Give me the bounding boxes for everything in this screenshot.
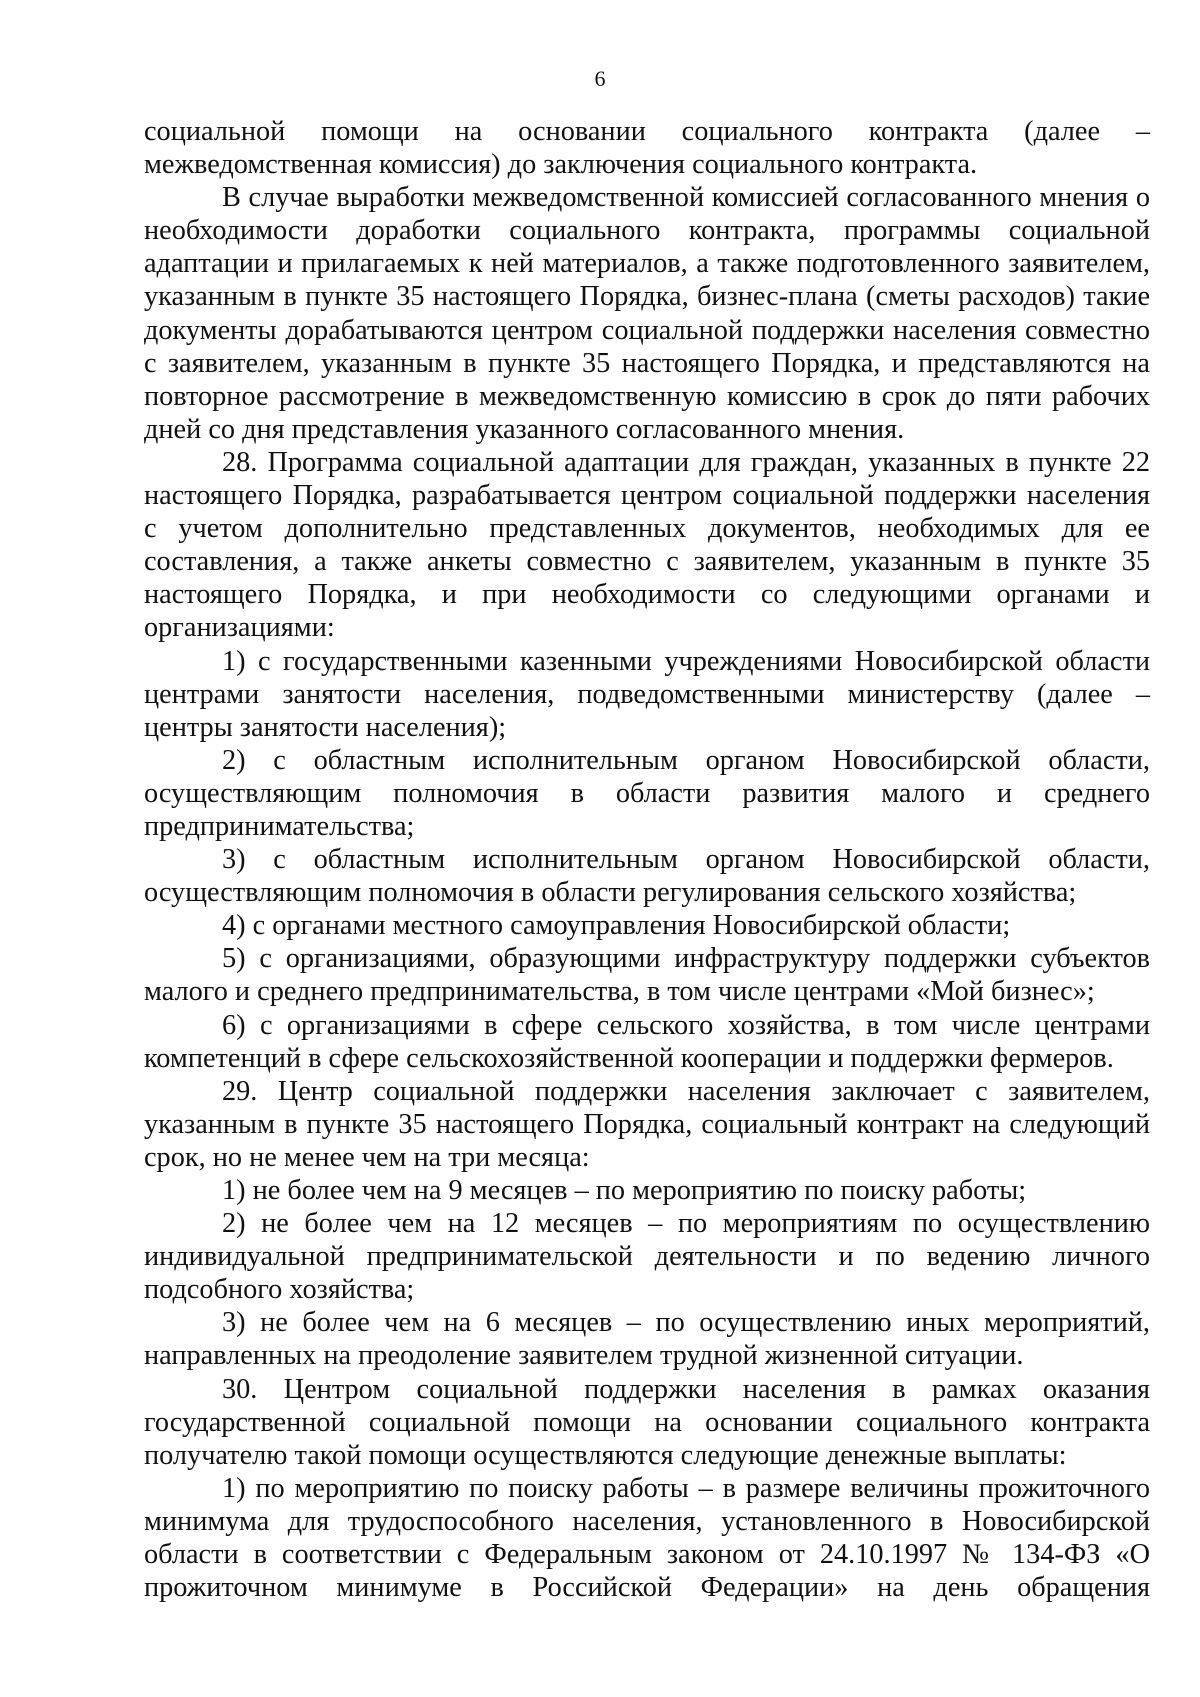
- paragraph-item-28-sub-3: 3) с областным исполнительным органом Новосибирской области, осуществляющим полномочия в области регулирования сельского хозяйства;: [144, 844, 1150, 909]
- paragraph-item-28: 28. Программа социальной адаптации для граждан, указанных в пункте 22 настоящего Порядка, разрабатывается центром социальной поддержки населения с учетом дополнительно представленных документов, необходимых для ее составления, а также анкеты совместно с заявителем, указанным в пункте 35 настоящего Порядка, и при необходимости со следующими органами и организациями:: [144, 446, 1150, 644]
- document-body: [144, 115, 1150, 1604]
- page-number: 6: [594, 66, 606, 91]
- paragraph-continuation: социальной помощи на основании социального контракта (далее – межведомственная комиссия) до заключения социального контракта.: [144, 116, 1150, 181]
- paragraph-item-29-sub-1: 1) не более чем на 9 месяцев – по мероприятию по поиску работы;: [222, 1175, 1027, 1206]
- paragraph-item-29: 29. Центр социальной поддержки населения заключает с заявителем, указанным в пункте 35 настоящего Порядка, социальный контракт на следующий срок, но не менее чем на три месяца:: [144, 1075, 1150, 1173]
- paragraph-item-28-sub-1: 1) с государственными казенными учреждениями Новосибирской области центрами занятости населения, подведомственными министерству (далее – центры занятости населения);: [144, 645, 1150, 743]
- paragraph-item-28-sub-5: 5) с организациями, образующими инфраструктуру поддержки субъектов малого и среднего предпринимательства, в том числе центрами «Мой бизнес»;: [144, 943, 1150, 1008]
- paragraph-item-29-sub-2: 2) не более чем на 12 месяцев – по мероприятиям по осуществлению индивидуальной предпринимательской деятельности и по ведению личного подсобного хозяйства;: [144, 1208, 1150, 1306]
- paragraph-consensus-revision: В случае выработки межведомственной комиссией согласованного мнения о необходимости доработки социального контракта, программы социальной адаптации и прилагаемых к ней материалов, а также подготовленного заявителем, указанным в пункте 35 настоящего Порядка, бизнес-плана (сметы расходов) такие документы дорабатываются центром социальной поддержки населения совместно с заявителем, указанным в пункте 35 настоящего Порядка, и представляются на повторное рассмотрение в межведомственную комиссию в срок до пяти рабочих дней со дня представления указанного согласованного мнения.: [144, 182, 1150, 445]
- paragraph-item-30-sub-1: 1) по мероприятию по поиску работы – в размере величины прожиточного минимума для трудоспособного населения, установленного в Новосибирской области в соответствии с Федеральным законом от 24.10.1997 № 134-ФЗ «О прожиточном минимуме в Российской Федерации» на день обращения: [144, 1472, 1150, 1604]
- paragraph-item-28-sub-4: 4) с органами местного самоуправления Новосибирской области;: [222, 910, 1011, 942]
- paragraph-item-28-sub-2: 2) с областным исполнительным органом Новосибирской области, осуществляющим полномочия в области развития малого и среднего предпринимательства;: [144, 744, 1150, 842]
- paragraph-item-28-sub-6: 6) с организациями в сфере сельского хозяйства, в том числе центрами компетенций в сфере сельскохозяйственной кооперации и поддержки фермеров.: [144, 1009, 1150, 1074]
- paragraph-item-30: 30. Центром социальной поддержки населения в рамках оказания государственной социальной помощи на основании социального контракта получателю такой помощи осуществляются следующие денежные выплаты:: [144, 1373, 1150, 1471]
- paragraph-item-29-sub-3: 3) не более чем на 6 месяцев – по осуществлению иных мероприятий, направленных на преодоление заявителем трудной жизненной ситуации.: [144, 1307, 1150, 1372]
